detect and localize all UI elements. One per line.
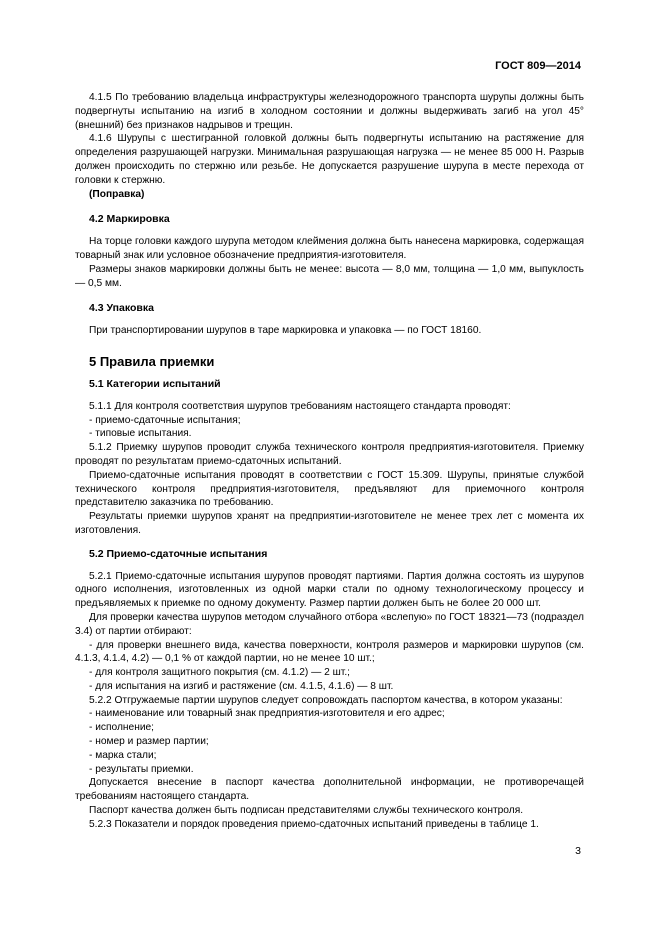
section-5-title: 5 Правила приемки — [89, 353, 215, 369]
clause-5-1-2: 5.1.2 Приемку шурупов проводит служба технического контроля предприятия-изготовителя. Приемку проводят по результатам приемо-сдаточных испытаний. — [75, 442, 584, 467]
list-item: - приемо-сдаточные испытания; — [89, 414, 241, 426]
page-number: 3 — [575, 845, 581, 857]
list-item: - исполнение; — [89, 722, 155, 734]
document-body — [75, 91, 584, 832]
clause-5-2-3: 5.2.3 Показатели и порядок проведения приемо-сдаточных испытаний приведены в таблице 1. — [89, 818, 539, 830]
heading-4-3: 4.3 Упаковка — [89, 302, 154, 315]
clause-5-1-1: 5.1.1 Для контроля соответствия шурупов требованиям настоящего стандарта проводят: — [89, 400, 511, 412]
clause-5-2-2-b: Допускается внесение в паспорт качества дополнительной информации, не противоречащей требованиям настоящего стандарта. — [75, 777, 584, 803]
heading-4-2: 4.2 Маркировка — [89, 213, 170, 226]
heading-5-2: 5.2 Приемо-сдаточные испытания — [89, 547, 268, 560]
list-item: - для испытания на изгиб и растяжение (см. 4.1.5, 4.1.6) — 8 шт. — [89, 680, 394, 692]
clause-5-2-1: 5.2.1 Приемо-сдаточные испытания шурупов проводят партиями. Партия должна состоять из шурупов одного исполнения, изготовленных из одной марки стали по одному технологическому процессу и предъявляемых к приемке по одному документу. Размер партии должен быть не более 20 000 шт. — [75, 570, 584, 610]
clause-5-1-2-b: Приемо-сдаточные испытания проводят в соответствии с ГОСТ 15.309. Шурупы, принятые службой технического контроля предприятия-изготовителя, предъявляют для приемочного контроля представителю заказчика по требованию. — [75, 469, 584, 509]
clause-4-1-5: 4.1.5 По требованию владельца инфраструктуры железнодорожного транспорта шурупы должны быть подвергнуты испытанию на изгиб в холодном состоянии и должны выдерживать загиб на угол 45° (внешний) без признаков надрывов и трещин. — [75, 92, 584, 131]
clause-4-1-6: 4.1.6 Шурупы с шестигранной головкой должны быть подвергнуты испытанию на растяжение для определения разрушающей нагрузки. Минимальная разрушающая нагрузка — не менее 85 000 Н. Разрыв должен происходить по стержню или резьбе. Не допускается разрушение шурупа в месте перехода от головки к стержню. — [75, 133, 584, 186]
list-item: - типовые испытания. — [89, 428, 192, 440]
document-header-id: ГОСТ 809—2014 — [495, 60, 581, 72]
list-item: - для контроля защитного покрытия (см. 4.1.2) — 2 шт.; — [89, 667, 350, 679]
clause-5-2-2-c: Паспорт качества должен быть подписан представителями службы технического контроля. — [89, 805, 524, 817]
clause-4-2-a: На торце головки каждого шурупа методом клеймения должна быть нанесена маркировка, содержащая товарный знак или условное обозначение предприятия-изготовителя. — [75, 236, 584, 261]
clause-4-3: При транспортировании шурупов в таре маркировка и упаковка — по ГОСТ 18160. — [89, 325, 482, 337]
list-item: - результаты приемки. — [89, 763, 194, 775]
list-item: - номер и размер партии; — [89, 736, 209, 748]
clause-5-2-1-b: Для проверки качества шурупов методом случайного отбора «вслепую» по ГОСТ 18321—73 (подраздел 3.4) от партии отбирают: — [75, 611, 584, 637]
heading-5-1: 5.1 Категории испытаний — [89, 377, 221, 390]
list-item: - марка стали; — [89, 749, 157, 761]
clause-4-2-b: Размеры знаков маркировки должны быть не менее: высота — 8,0 мм, толщина — 1,0 мм, выпуклость — 0,5 мм. — [75, 263, 584, 289]
amendment-note: (Поправка) — [89, 188, 145, 200]
clause-5-2-2: 5.2.2 Отгружаемые партии шурупов следует сопровождать паспортом качества, в котором указаны: — [89, 694, 563, 706]
list-item: - наименование или товарный знак предприятия-изготовителя и его адрес; — [89, 708, 445, 720]
list-item: - для проверки внешнего вида, качества поверхности, контроля размеров и маркировки шурупов (см. 4.1.3, 4.1.4, 4.2) — 0,1 % от каждой партии, но не менее 10 шт.; — [75, 639, 584, 665]
clause-5-1-2-c: Результаты приемки шурупов хранят на предприятии-изготовителе не менее трех лет с момента их изготовления. — [75, 511, 584, 536]
